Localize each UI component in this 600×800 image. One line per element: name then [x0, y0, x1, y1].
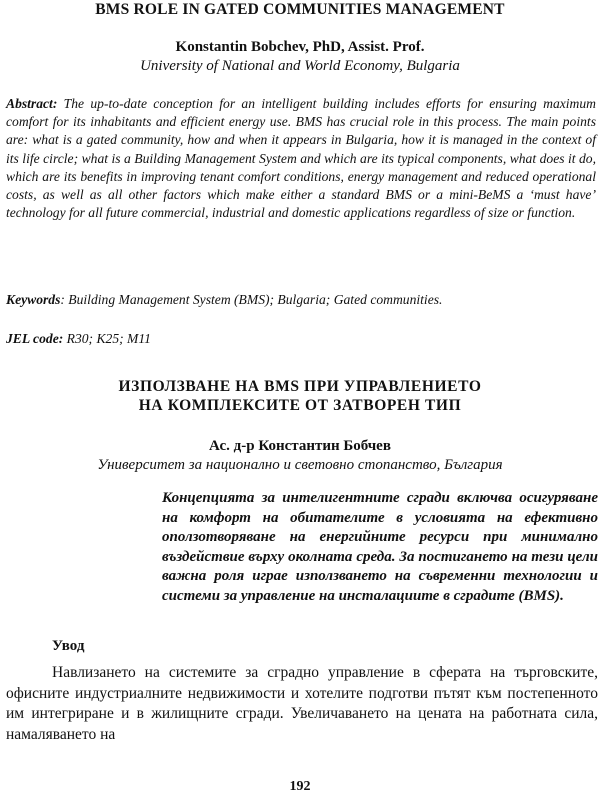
keywords-label: Keywords: [6, 292, 61, 307]
keywords: [6, 291, 596, 309]
jel-text: R30; K25; M11: [63, 331, 151, 346]
page-number: 192: [289, 779, 311, 794]
author-name: Konstantin Bobchev, PhD, Assist. Prof.: [175, 39, 425, 55]
abstract-label: Abstract:: [6, 96, 58, 111]
bg-title: [0, 377, 600, 415]
epigraph: Концепцията за интелигентните сгради включва осигуряване на комфорт на обитателите в условията на ефективно оползотворяване на енергийните ресурси при минимално въздействие върху околната среда. За постигането на тези цели важна роля играе използването на съвременни технологии и системи за управление на инсталациите в сградите (BMS).: [162, 490, 598, 604]
bg-author-affiliation: Университет за национално и световно стопанство, България: [97, 457, 503, 473]
keywords-text: : Building Management System (BMS); Bulgaria; Gated communities.: [60, 292, 443, 307]
paper-title: BMS ROLE IN GATED COMMUNITIES MANAGEMENT: [95, 1, 505, 18]
intro-paragraph: Навлизането на системите за сградно управление в сферата на търговските, офисните индустриалните недвижимости и хотелите подготви пътят към постепенното им интегриране и в жилищните сгради. Увеличаването на цената на работната сила, намаляването на: [6, 664, 598, 743]
bg-title-line-1: ИЗПОЛЗВАНЕ НА BMS ПРИ УПРАВЛЕНИЕТО: [118, 378, 482, 395]
section-heading-intro: Увод: [52, 638, 85, 654]
bg-author-name: Ас. д-р Константин Бобчев: [209, 438, 391, 454]
jel-code: [6, 330, 596, 348]
bg-title-line-2: НА КОМПЛЕКСИТЕ ОТ ЗАТВОРЕН ТИП: [138, 397, 462, 414]
author-affiliation: University of National and World Economy, Bulgaria: [140, 58, 460, 74]
jel-label: JEL code:: [6, 331, 64, 346]
abstract: [6, 95, 596, 222]
abstract-text: The up-to-date conception for an intelligent building includes efforts for ensuring maximum comfort for its inhabitants and efficient energy use. BMS has crucial role in this process. The main points are: what is a gated community, how and when it appears in Bulgaria, how it is managed in the context of its life circle; what is a Building Management System and which are its typical components, what does it do, which are its benefits in improving tenant comfort conditions, energy management and reduced operational costs, as well as all other factors which make either a standard BMS or a mini-BeMS a ‘must have’ technology for all future commercial, industrial and domestic applications regardless of size or function.: [6, 96, 596, 221]
